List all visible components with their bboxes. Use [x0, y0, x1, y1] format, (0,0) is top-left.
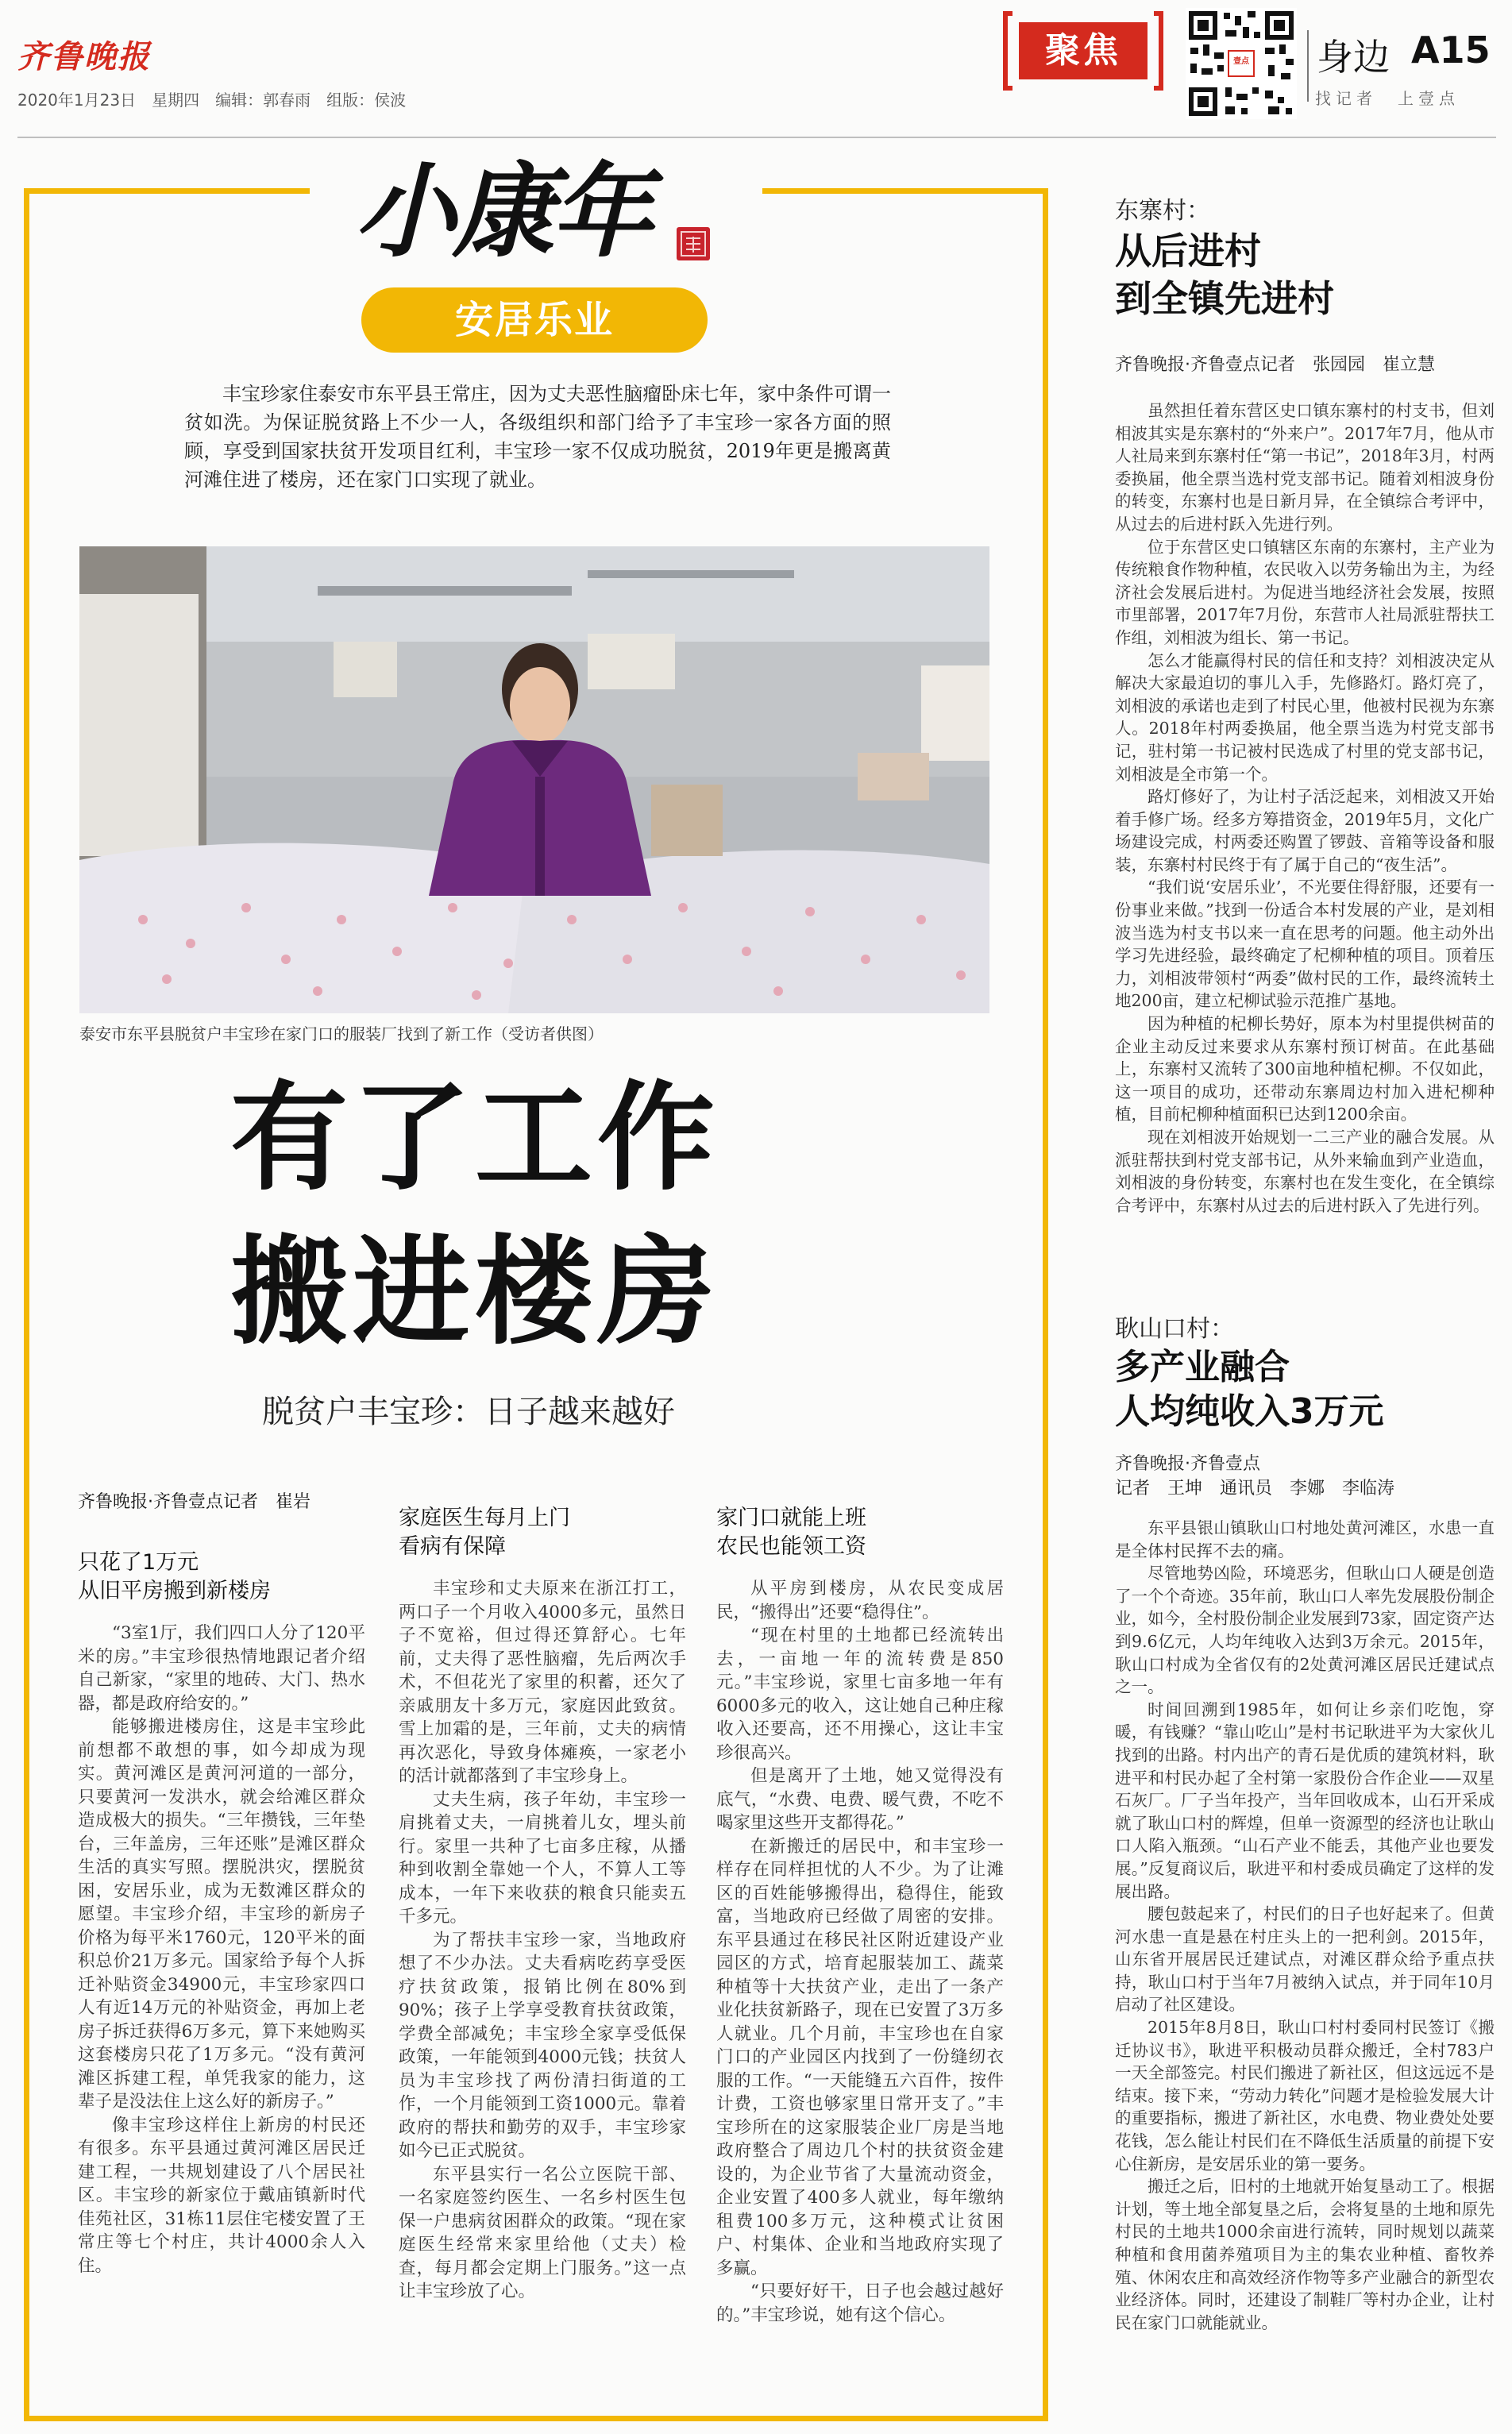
masthead-slogan: 找记者 上壹点 [1315, 89, 1460, 108]
date-line: 2020年1月23日 星期四 编辑：郭春雨 组版：侯波 [17, 91, 407, 110]
frame-top-right [762, 188, 1048, 194]
paragraph: 现在刘相波开始规划一二三产业的融合发展。从派驻帮扶到村党支部书记，从外来输血到产业造血，刘相波的身份转变，东寨村也在发生变化，在全镇综合考评中，东寨村从过去的后进村跃入了先进行列。 [1115, 1128, 1495, 1215]
headline-line2: 搬进楼房 [230, 1224, 719, 1360]
side-story-2-kicker: 耿山口村： [1115, 1315, 1234, 1343]
column-3-heading-line1: 家门口就能上班 [716, 1506, 866, 1530]
column-2-heading-line2: 看病有保障 [399, 1534, 506, 1559]
paragraph: 搬迁之后，旧村的土地就开始复垦动工了。根据计划，等土地全部复垦之后，会将复垦的土地和原先村民的土地共1000余亩进行流转，同时规划以蔬菜种植和食用菌养殖项目为主的集农业种植、畜牧养殖、休闲农庄和高效经济作物等多产业融合的新型农业经济体。同时，还建设了制鞋厂等村办企业，让村民在家门口就能就业。 [1115, 2177, 1495, 2332]
masthead-rule [17, 137, 1496, 138]
paragraph: 时间回溯到1985年，如何让乡亲们吃饱，穿暖，有钱赚？“靠山吃山”是村书记耿进平为大家伙儿找到的出路。村内出产的青石是优质的建筑材料，耿进平和村民办起了全村第一家股份合作企业——双星石灰厂。厂子当年投产，当年回收成本，山石开采成就了耿山口村的辉煌，但单一资源型的经济也让耿山口人陷入瓶颈。“山石产业不能丢，其他产业也要发展。”反复商议后，耿进平和村委成员确定了这样的发展出路。 [1115, 1699, 1495, 1901]
feature-byline: 齐鲁晚报·齐鲁壹点记者 崔岩 [78, 1492, 310, 1512]
side-story-2-body [1115, 1517, 1495, 2334]
headline-line1: 有了工作 [230, 1070, 719, 1206]
side-story-2-title-line1: 多产业融合 [1115, 1347, 1290, 1387]
column-1-body [78, 1622, 365, 2278]
side-story-1-body [1115, 399, 1495, 1217]
brand-title: 小康年 [354, 152, 650, 272]
paragraph: 2015年8月8日，耿山口村村委同村民签订《搬迁协议书》，耿进平积极动员群众搬迁，全村783户一天全部签完。村民们搬进了新社区，但这远远不是结束。接下来，“劳动力转化”问题才是检验发展大计的重要指标，搬进了新社区，水电费、物业费处处要花钱，怎么能让村民们在不降低生活质量的前提下安心住新房，是安居乐业的第一要务。 [1115, 2018, 1495, 2174]
qr-code-icon[interactable] [1186, 8, 1297, 119]
paragraph: 丰宝珍和丈夫原来在浙江打工，两口子一个月收入4000多元，虽然日子不宽裕，但过得还算舒心。七年前，丈夫得了恶性脑瘤，先后两次手术，不但花光了家里的积蓄，还欠了亲戚朋友十多万元，家庭因此致贫。雪上加霜的是，三年前，丈夫的病情再次恶化，导致身体瘫痪，一家老小的活计就都落到了丰宝珍身上。 [399, 1579, 686, 1786]
brand-banner [349, 145, 723, 357]
feature-column-2 [399, 1504, 686, 2304]
paragraph: 因为种植的杞柳长势好，原本为村里提供树苗的企业主动反过来要求从东寨村预订树苗。在此基础上，东寨村又流转了300亩地种植杞柳。不仅如此，这一项目的成功，还带动东寨周边村加入进杞柳种植，目前杞柳种植面积已达到1200余亩。 [1115, 1014, 1495, 1124]
qr-caption: 壹点 [1233, 57, 1249, 66]
masthead-divider [1307, 30, 1309, 102]
page-number: A15 [1411, 29, 1491, 71]
red-seal-icon [675, 226, 712, 262]
subheadline: 脱贫户丰宝珍：日子越来越好 [262, 1394, 675, 1430]
frame-top-left [24, 188, 310, 194]
column-1-heading-line1: 只花了1万元 [78, 1550, 199, 1575]
paragraph: 腰包鼓起来了，村民们的日子也好起来了。但黄河水患一直是悬在村庄头上的一把利剑。2015年，山东省开展居民迁建试点，对滩区群众给予重点扶持，耿山口村于当年7月被纳入试点，并于同年10月启动了社区建设。 [1115, 1904, 1495, 2015]
brand-subtitle: 安居乐业 [361, 287, 708, 353]
paragraph: 能够搬进楼房住，这是丰宝珍此前想都不敢想的事，如今却成为现实。黄河滩区是黄河河道的一部分，只要黄河一发洪水，就会给滩区群众造成极大的损失。“三年攒钱，三年垫台，三年盖房，三年还账”是滩区群众生活的真实写照。摆脱洪灾，摆脱贫困，安居乐业，成为无数滩区群众的愿望。丰宝珍介绍，丰宝珍的新房子价格为每平米1760元，120平米的面积总价21万多元。国家给予每个人拆迁补贴资金34900元，丰宝珍家四口人有近14万元的补贴资金，再加上老房子拆迁获得6万多元，算下来她购买这套楼房只花了1万多元。“没有黄河滩区拆建工程，单凭我家的能力，这辈子是没法住上这么好的新房子。” [78, 1717, 365, 2112]
side-story-1-title-line1: 从后进村 [1115, 230, 1261, 272]
side-story-1-kicker: 东寨村： [1115, 197, 1210, 225]
side-story-1-title-line2: 到全镇先进村 [1115, 277, 1334, 320]
column-2-heading-line1: 家庭医生每月上门 [399, 1506, 570, 1530]
paragraph: “3室1厅，我们四口人分了120平米的房。”丰宝珍很热情地跟记者介绍自己新家，“家里的地砖、大门、热水器，都是政府给安的。” [78, 1623, 365, 1714]
paragraph: 为了帮扶丰宝珍一家，当地政府想了不少办法。丈夫看病吃药享受医疗扶贫政策，报销比例在80%到90%；孩子上学享受教育扶贫政策，学费全部减免；丰宝珍全家享受低保政策，一年能领到4000元钱；扶贫人员为丰宝珍找了两份清扫街道的工作，一个月能领到工资1000元。靠着政府的帮扶和勤劳的双手，丰宝珍家如今已正式脱贫。 [399, 1930, 686, 2161]
feature-photo [79, 546, 989, 1013]
column-2-body [399, 1577, 686, 2304]
column-3-body [716, 1577, 1004, 2327]
newspaper-logo: 齐鲁晚报 [17, 38, 151, 75]
column-1-heading-line2: 从旧平房搬到新楼房 [78, 1579, 271, 1603]
paragraph: 怎么才能赢得村民的信任和支持？刘相波决定从解决大家最迫切的事儿入手，先修路灯。路灯亮了，刘相波的承诺也走到了村民心里，他被村民视为东寨人。2018年村两委换届，他全票当选为村党支部书记，驻村第一书记被村民选成了村里的党支部书记，刘相波是全市第一个。 [1115, 650, 1495, 784]
paragraph: “只要好好干，日子也会越过越好的。”丰宝珍说，她有这个信心。 [716, 2282, 1004, 2325]
paragraph: 在新搬迁的居民中，和丰宝珍一样存在同样担忧的人不少。为了让滩区的百姓能够搬得出，稳得住，能致富，当地政府已经做了周密的安排。东平县通过在移民社区附近建设产业园区的方式，培育起服装加工、蔬菜种植等十大扶贫产业，走出了一条产业化扶贫新路子，现在已安置了3万多人就业。几个月前，丰宝珍也在自家门口的产业园区内找到了一份缝纫衣服的工作。“一天能缝五六百件，按件计费，工资也够家里日常开支了。”丰宝珍所在的这家服装企业厂房是当地政府整合了周边几个村的扶贫资金建设的，为企业节省了大量流动资金，企业安置了400多人就业，每年缴纳租费100多万元，这种模式让贫困户、村集体、企业和当地政府实现了多赢。 [716, 1836, 1004, 2278]
paragraph: 位于东营区史口镇辖区东南的东寨村，主产业为传统粮食作物种植，农民收入以劳务输出为主，为经济社会发展后进村。为促进当地经济社会发展，按照市里部署，2017年7月份，东营市人社局派驻帮扶工作组，刘相波为组长、第一书记。 [1115, 537, 1495, 647]
section-name: 身边 [1317, 36, 1390, 79]
masthead [0, 0, 1512, 151]
paragraph: “现在村里的土地都已经流转出去，一亩地一年的流转费是850元。”丰宝珍说，家里七亩多地一年有6000多元的收入，这让她自己种庄稼收入还要高，还不用操心，这让丰宝珍很高兴。 [716, 1626, 1004, 1763]
feature-column-1 [78, 1549, 365, 2278]
paragraph: 尽管地势凶险，环境恶劣，但耿山口人硬是创造了一个个奇迹。35年前，耿山口人率先发展股份制企业，如今，全村股份制企业发展到73家，固定资产达到9.6亿元，人均年纯收入达到3万余元。2015年，耿山口村成为全省仅有的2处黄河滩区居民迁建试点之一。 [1115, 1564, 1495, 1697]
paragraph: 路灯修好了，为让村子活泛起来，刘相波又开始着手修广场。经多方筹措资金，2019年5月，文化广场建设完成，村两委还购置了锣鼓、音箱等设备和服装，东寨村村民终于有了属于自己的“夜生活”。 [1115, 787, 1495, 874]
garment-factory-photo [79, 546, 989, 1013]
paragraph: 东平县实行一名公立医院干部、一名家庭签约医生、一名乡村医生包保一户患病贫困群众的政策。“现在家庭医生经常来家里给他（丈夫）检查，每月都会定期上门服务。”这一点让丰宝珍放了心。 [399, 2164, 686, 2301]
side-story-1-byline: 齐鲁晚报·齐鲁壹点记者 张园园 崔立慧 [1115, 355, 1435, 375]
side-story-2-byline-line2: 记者 王坤 通讯员 李娜 李临涛 [1115, 1479, 1395, 1499]
column-3-heading-line2: 农民也能领工资 [716, 1534, 866, 1559]
paragraph: 东平县银山镇耿山口村地处黄河滩区，水患一直是全体村民挥不去的痛。 [1115, 1518, 1495, 1560]
paragraph: 但是离开了土地，她又觉得没有底气，“水费、电费、暖气费，不吃不喝家里这些开支都得花。” [716, 1766, 1004, 1833]
section-tag-bracket-left [1003, 11, 1012, 91]
paragraph: “我们说‘安居乐业’，不光要住得舒服，还要有一份事业来做。”找到一份适合本村发展的产业，是刘相波当选为村支书以来一直在思考的问题。他主动外出学习先进经验，最终确定了杞柳种植的项目。顶着压力，刘相波带领村“两委”做村民的工作，最终流转土地200亩，建立杞柳试验示范推广基地。 [1115, 878, 1495, 1011]
photo-caption: 泰安市东平县脱贫户丰宝珍在家门口的服装厂找到了新工作（受访者供图） [79, 1024, 604, 1043]
side-story-2-title-line2: 人均纯收入3万元 [1115, 1391, 1384, 1432]
side-story-2-byline-line1: 齐鲁晚报·齐鲁壹点 [1115, 1454, 1260, 1474]
paragraph: 丈夫生病，孩子年幼，丰宝珍一肩挑着丈夫，一肩挑着儿女，埋头前行。家里一共种了七亩多庄稼，从播种到收割全靠她一个人，不算人工等成本，一年下来收获的粮食只能卖五千多元。 [399, 1789, 686, 1927]
section-tag: 聚焦 [1019, 22, 1148, 79]
feature-intro: 丰宝珍家住泰安市东平县王常庄，因为丈夫恶性脑瘤卧床七年，家中条件可谓一贫如洗。为保证脱贫路上不少一人，各级组织和部门给予了丰宝珍一家各方面的照顾，享受到国家扶贫开发项目红利，丰宝珍一家不仅成功脱贫，2019年更是搬离黄河滩住进了楼房，还在家门口实现了就业。 [184, 383, 891, 491]
section-tag-bracket-right [1154, 11, 1163, 91]
side-story-1 [1115, 195, 1495, 1217]
paragraph: 从平房到楼房，从农民变成居民，“搬得出”还要“稳得住”。 [716, 1579, 1004, 1622]
paragraph: 像丰宝珍这样住上新房的村民还有很多。东平县通过黄河滩区居民迁建工程，一共规划建设了八个居民社区。丰宝珍的新家位于戴庙镇新时代佳苑社区，31栋11层住宅楼安置了王常庄等七个村庄，共计4000余人入住。 [78, 2115, 365, 2276]
side-story-2 [1115, 1313, 1495, 2334]
feature-column-3 [716, 1504, 1004, 2327]
paragraph: 虽然担任着东营区史口镇东寨村的村支书，但刘相波其实是东寨村的“外来户”。2017年7月，他从市人社局来到东寨村任“第一书记”，2018年3月，村两委换届，他全票当选村党支部书记。随着刘相波身份的转变，东寨村也是日新月异，在全镇综合考评中，从过去的后进村跃入先进行列。 [1115, 401, 1495, 534]
